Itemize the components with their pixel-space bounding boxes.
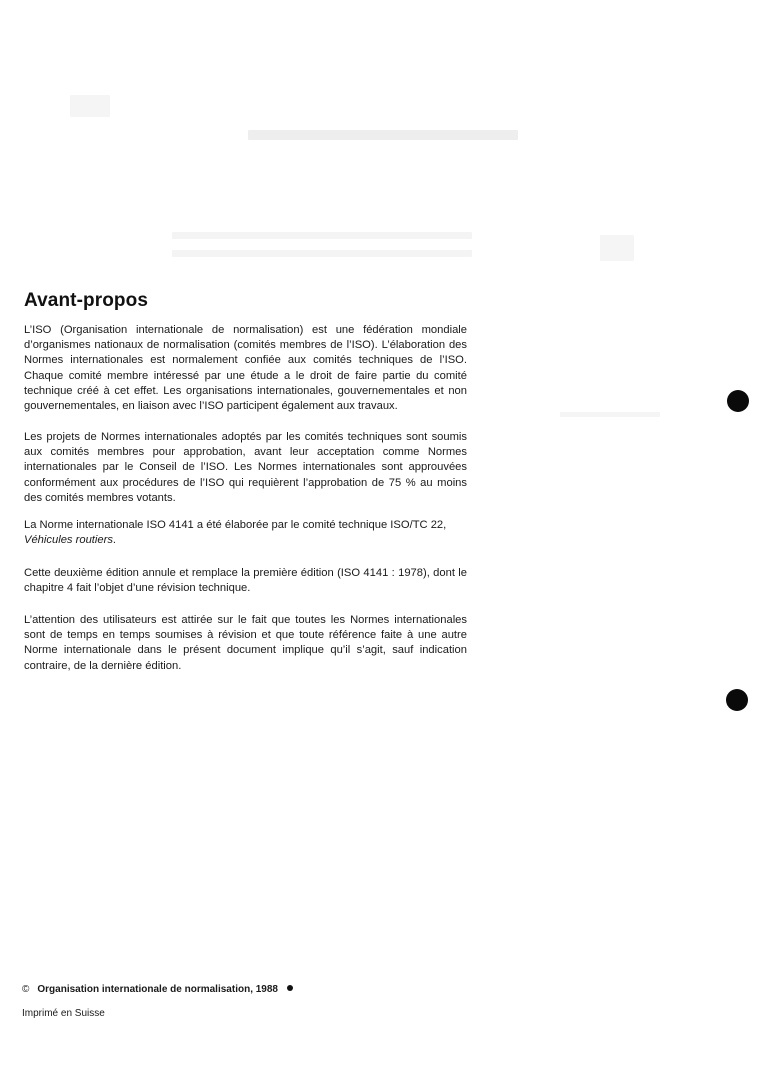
copyright-line bbox=[22, 984, 293, 995]
punch-hole-mark bbox=[727, 390, 749, 412]
committee-end: . bbox=[112, 534, 117, 547]
copyright-symbol: © bbox=[22, 984, 30, 995]
bleed-through-mark bbox=[172, 250, 472, 257]
bullet-icon bbox=[287, 985, 293, 991]
punch-hole-mark bbox=[726, 689, 748, 711]
page-title: Avant-propos bbox=[24, 290, 148, 311]
copyright-text: Organisation internationale de normalisation, 1988 bbox=[37, 984, 278, 995]
bleed-through-mark bbox=[172, 232, 472, 239]
bleed-through-mark bbox=[248, 130, 518, 140]
committee-text: La Norme internationale ISO 4141 a été élaborée par le comité technique ISO/TC 22, bbox=[24, 519, 447, 531]
paragraph-committee bbox=[24, 518, 467, 548]
paragraph-approval-process: Les projets de Normes internationales adoptés par les comités techniques sont soumis aux comités membres pour approbation, avant leur acceptation comme Normes internationales par le Conseil de l’ISO. Les Normes internationales sont approuvées conformément aux procédures de l’ISO qui requièrent l’approbation de 75 % au moins des comités membres votants. bbox=[24, 431, 467, 504]
printed-in-line: Imprimé en Suisse bbox=[22, 1008, 105, 1019]
committee-name: Véhicules routiers bbox=[24, 534, 113, 547]
bleed-through-mark bbox=[560, 412, 660, 417]
bleed-through-mark bbox=[600, 235, 634, 261]
paragraph-revision-notice: L’attention des utilisateurs est attirée sur le fait que toutes les Normes internationales sont de temps en temps soumises à révision et que toute référence faite à une autre Norme internationale dans le présent document implique qu’il s’agit, sauf indication contraire, de la dernière édition. bbox=[24, 614, 467, 672]
paragraph-iso-intro: L’ISO (Organisation internationale de normalisation) est une fédération mondiale d’organismes nationaux de normalisation (comités membres de l’ISO). L’élaboration des Normes internationales est normalement confiée aux comités techniques de l’ISO. Chaque comité membre intéressé par une étude a le droit de faire partie du comité technique créé à cet effet. Les organisations internationales, gouvernementales et non gouvernementales, en liaison avec l’ISO participent également aux travaux. bbox=[24, 324, 467, 413]
bleed-through-mark bbox=[70, 95, 110, 117]
paragraph-edition: Cette deuxième édition annule et remplace la première édition (ISO 4141 : 1978), dont le chapitre 4 fait l’objet d’une révision technique. bbox=[24, 567, 467, 595]
